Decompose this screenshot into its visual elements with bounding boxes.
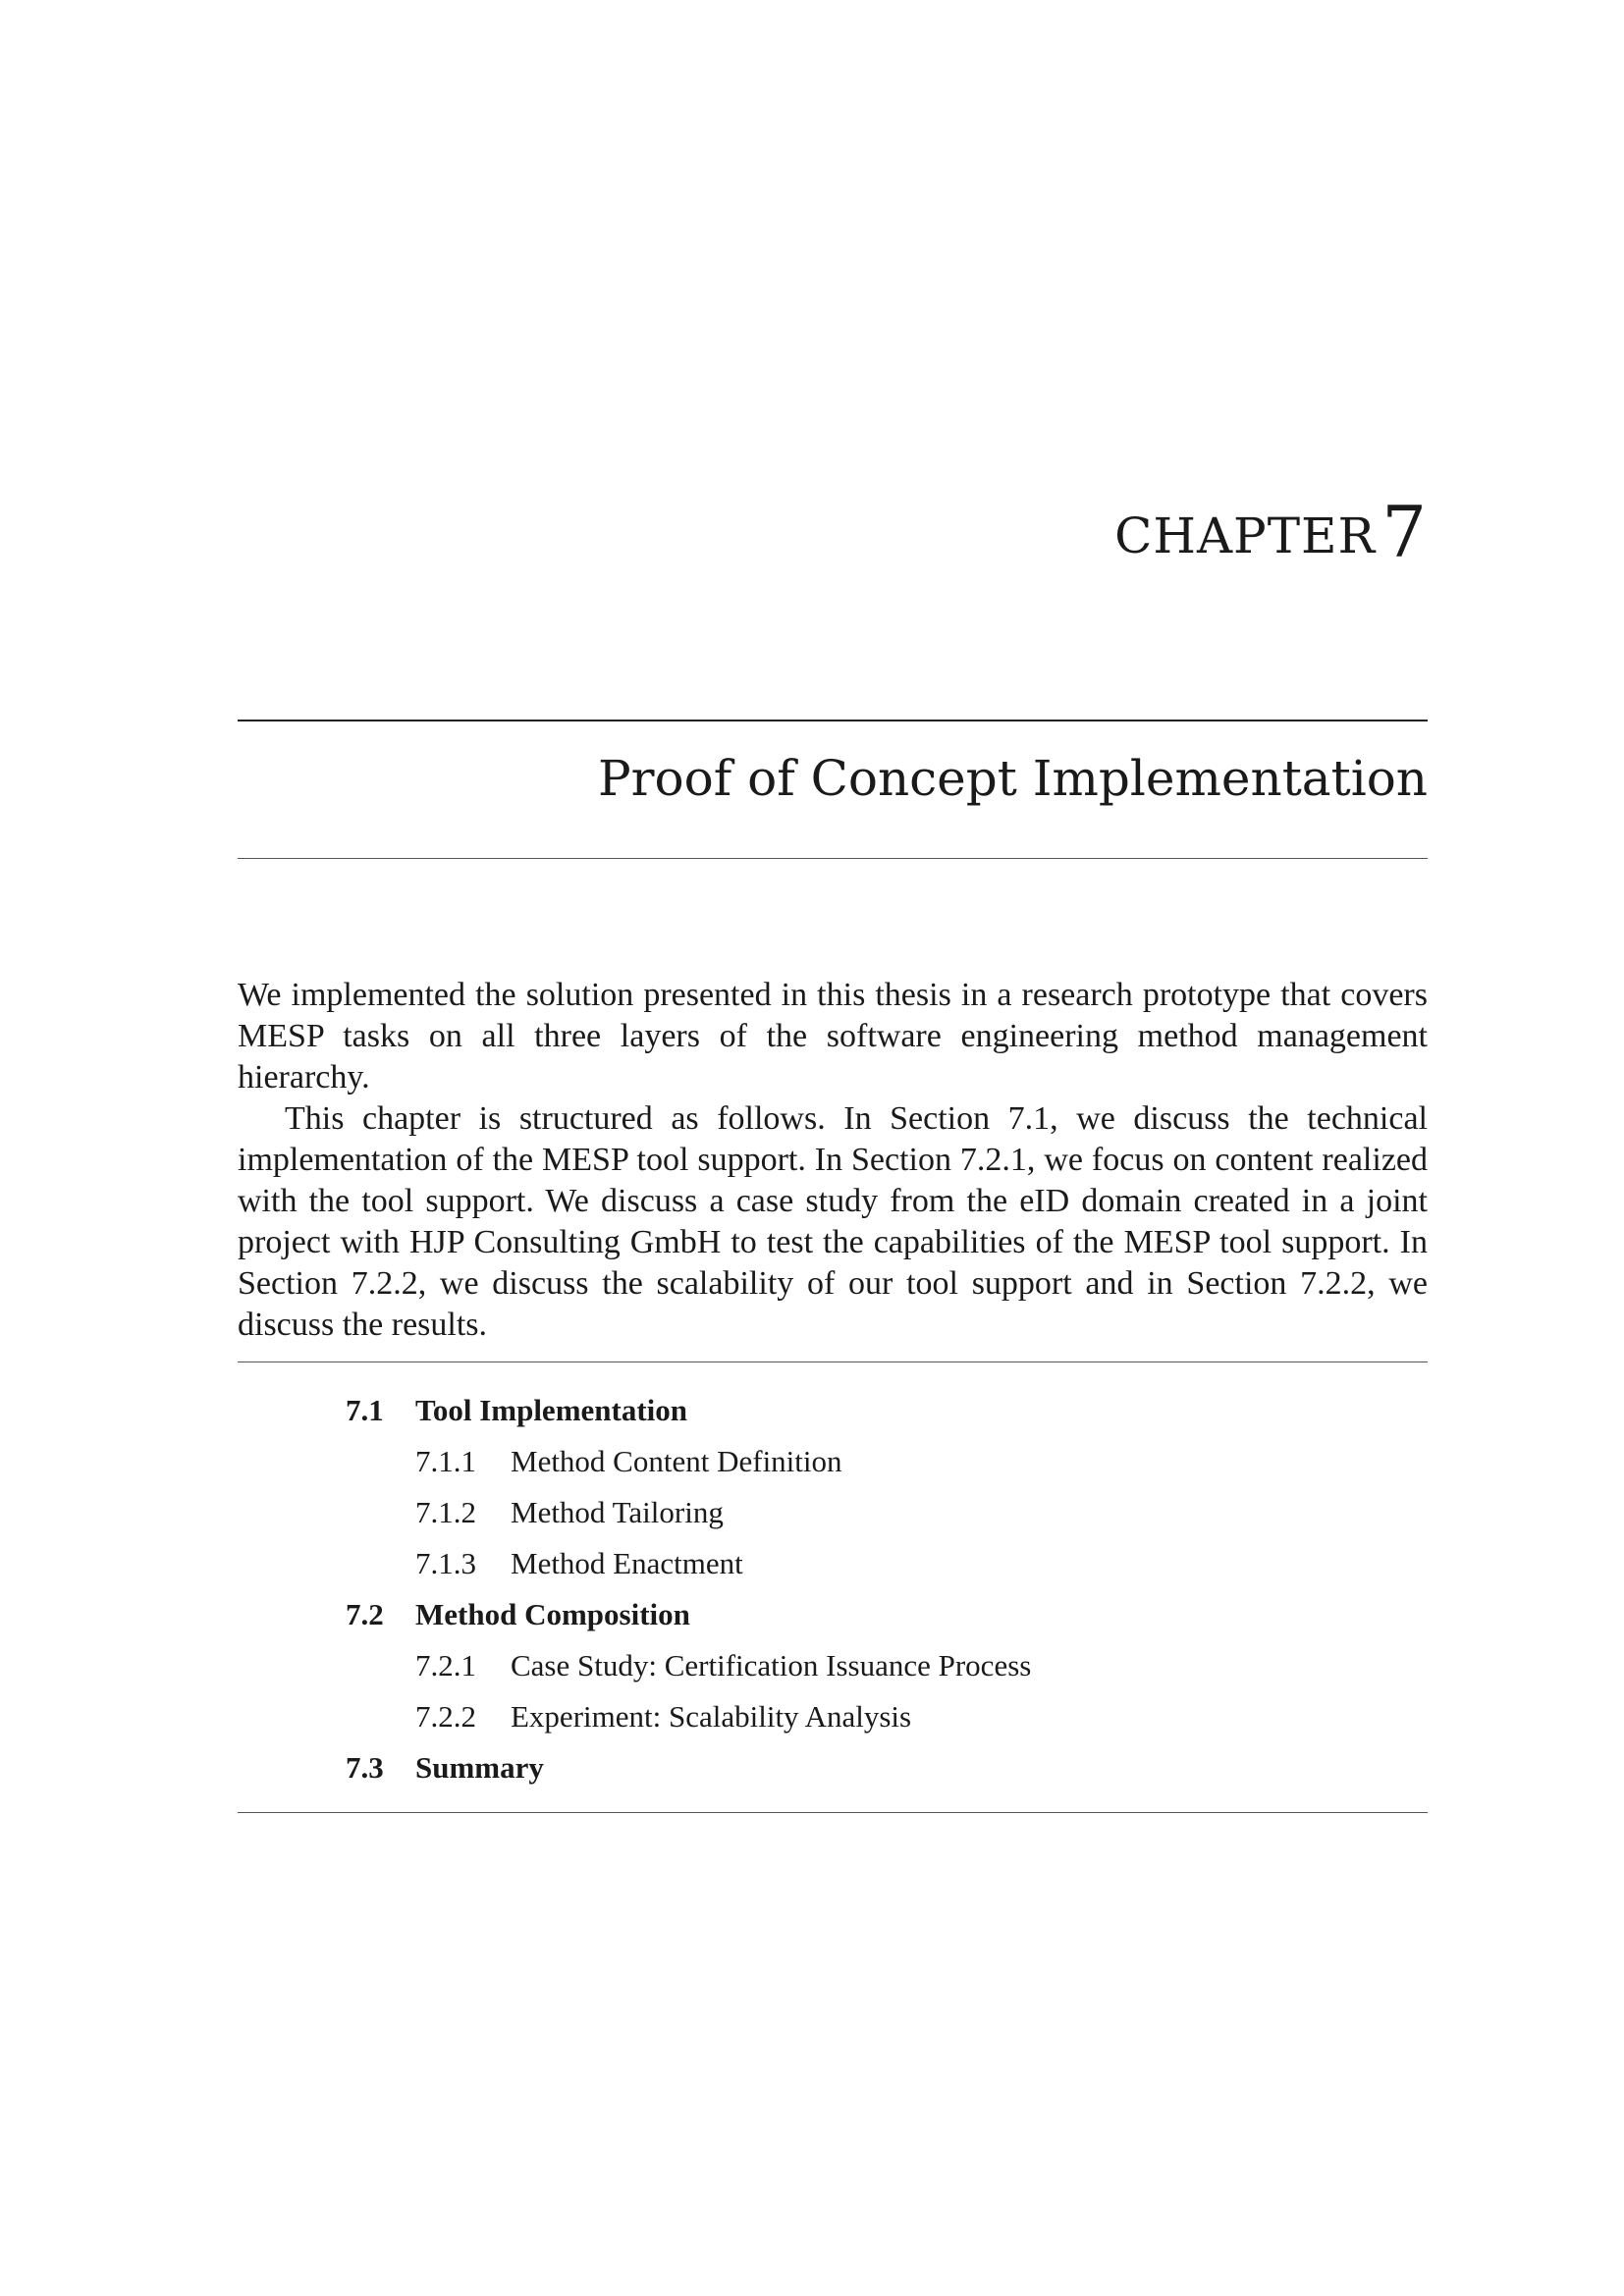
chapter-number: 7 [1381, 491, 1428, 573]
toc-number: 7.3 [346, 1750, 384, 1785]
title-rule-bottom [238, 858, 1428, 859]
toc-title: Method Enactment [511, 1546, 743, 1580]
toc-number: 7.1.2 [415, 1495, 476, 1529]
toc-rule-bottom [238, 1812, 1428, 1813]
title-rule-top [238, 720, 1428, 721]
toc-number: 7.1 [346, 1393, 384, 1427]
toc-number: 7.2 [346, 1597, 384, 1631]
chapter-table-of-contents [346, 1385, 1031, 1793]
toc-title: Summary [415, 1750, 544, 1785]
toc-number: 7.1.3 [415, 1546, 476, 1580]
toc-title: Method Content Definition [511, 1444, 842, 1478]
chapter-title: Proof of Concept Implementation [597, 750, 1428, 807]
intro-paragraph-2: This chapter is structured as follows. In Section 7.1, we discuss the technical implementation of the MESP tool support. In Section 7.2.1, we focus on content realized with the tool support. We discuss a case study from the eID domain created in a joint project with HJP Consulting GmbH to test the capabilities of the MESP tool support. In Section 7.2.2, we discuss the scalability of our tool support and in Section 7.2.2, we discuss the results. [238, 1100, 1428, 1343]
toc-title: Method Composition [415, 1597, 690, 1631]
chapter-introduction [238, 975, 1428, 1346]
toc-entry-7-2[interactable] [346, 1589, 1031, 1640]
chapter-label: CHAPTER [1114, 507, 1377, 564]
toc-entry-7-2-1[interactable] [346, 1640, 1031, 1691]
toc-entry-7-1-2[interactable] [346, 1487, 1031, 1538]
toc-number: 7.2.1 [415, 1648, 476, 1682]
toc-title: Method Tailoring [511, 1495, 724, 1529]
chapter-heading [1114, 491, 1428, 573]
toc-entry-7-1-1[interactable] [346, 1436, 1031, 1487]
toc-entry-7-1[interactable] [346, 1385, 1031, 1436]
toc-entry-7-2-2[interactable] [346, 1691, 1031, 1742]
toc-entry-7-1-3[interactable] [346, 1538, 1031, 1589]
toc-title: Experiment: Scalability Analysis [511, 1699, 912, 1734]
toc-title: Case Study: Certification Issuance Process [511, 1648, 1032, 1682]
intro-paragraph-1: We implemented the solution presented in this thesis in a research prototype that covers MESP tasks on all three layers of the software engineering method management hierarchy. [238, 977, 1428, 1095]
toc-number: 7.2.2 [415, 1699, 476, 1734]
toc-title: Tool Implementation [415, 1393, 688, 1427]
toc-number: 7.1.1 [415, 1444, 476, 1478]
toc-entry-7-3[interactable] [346, 1742, 1031, 1793]
